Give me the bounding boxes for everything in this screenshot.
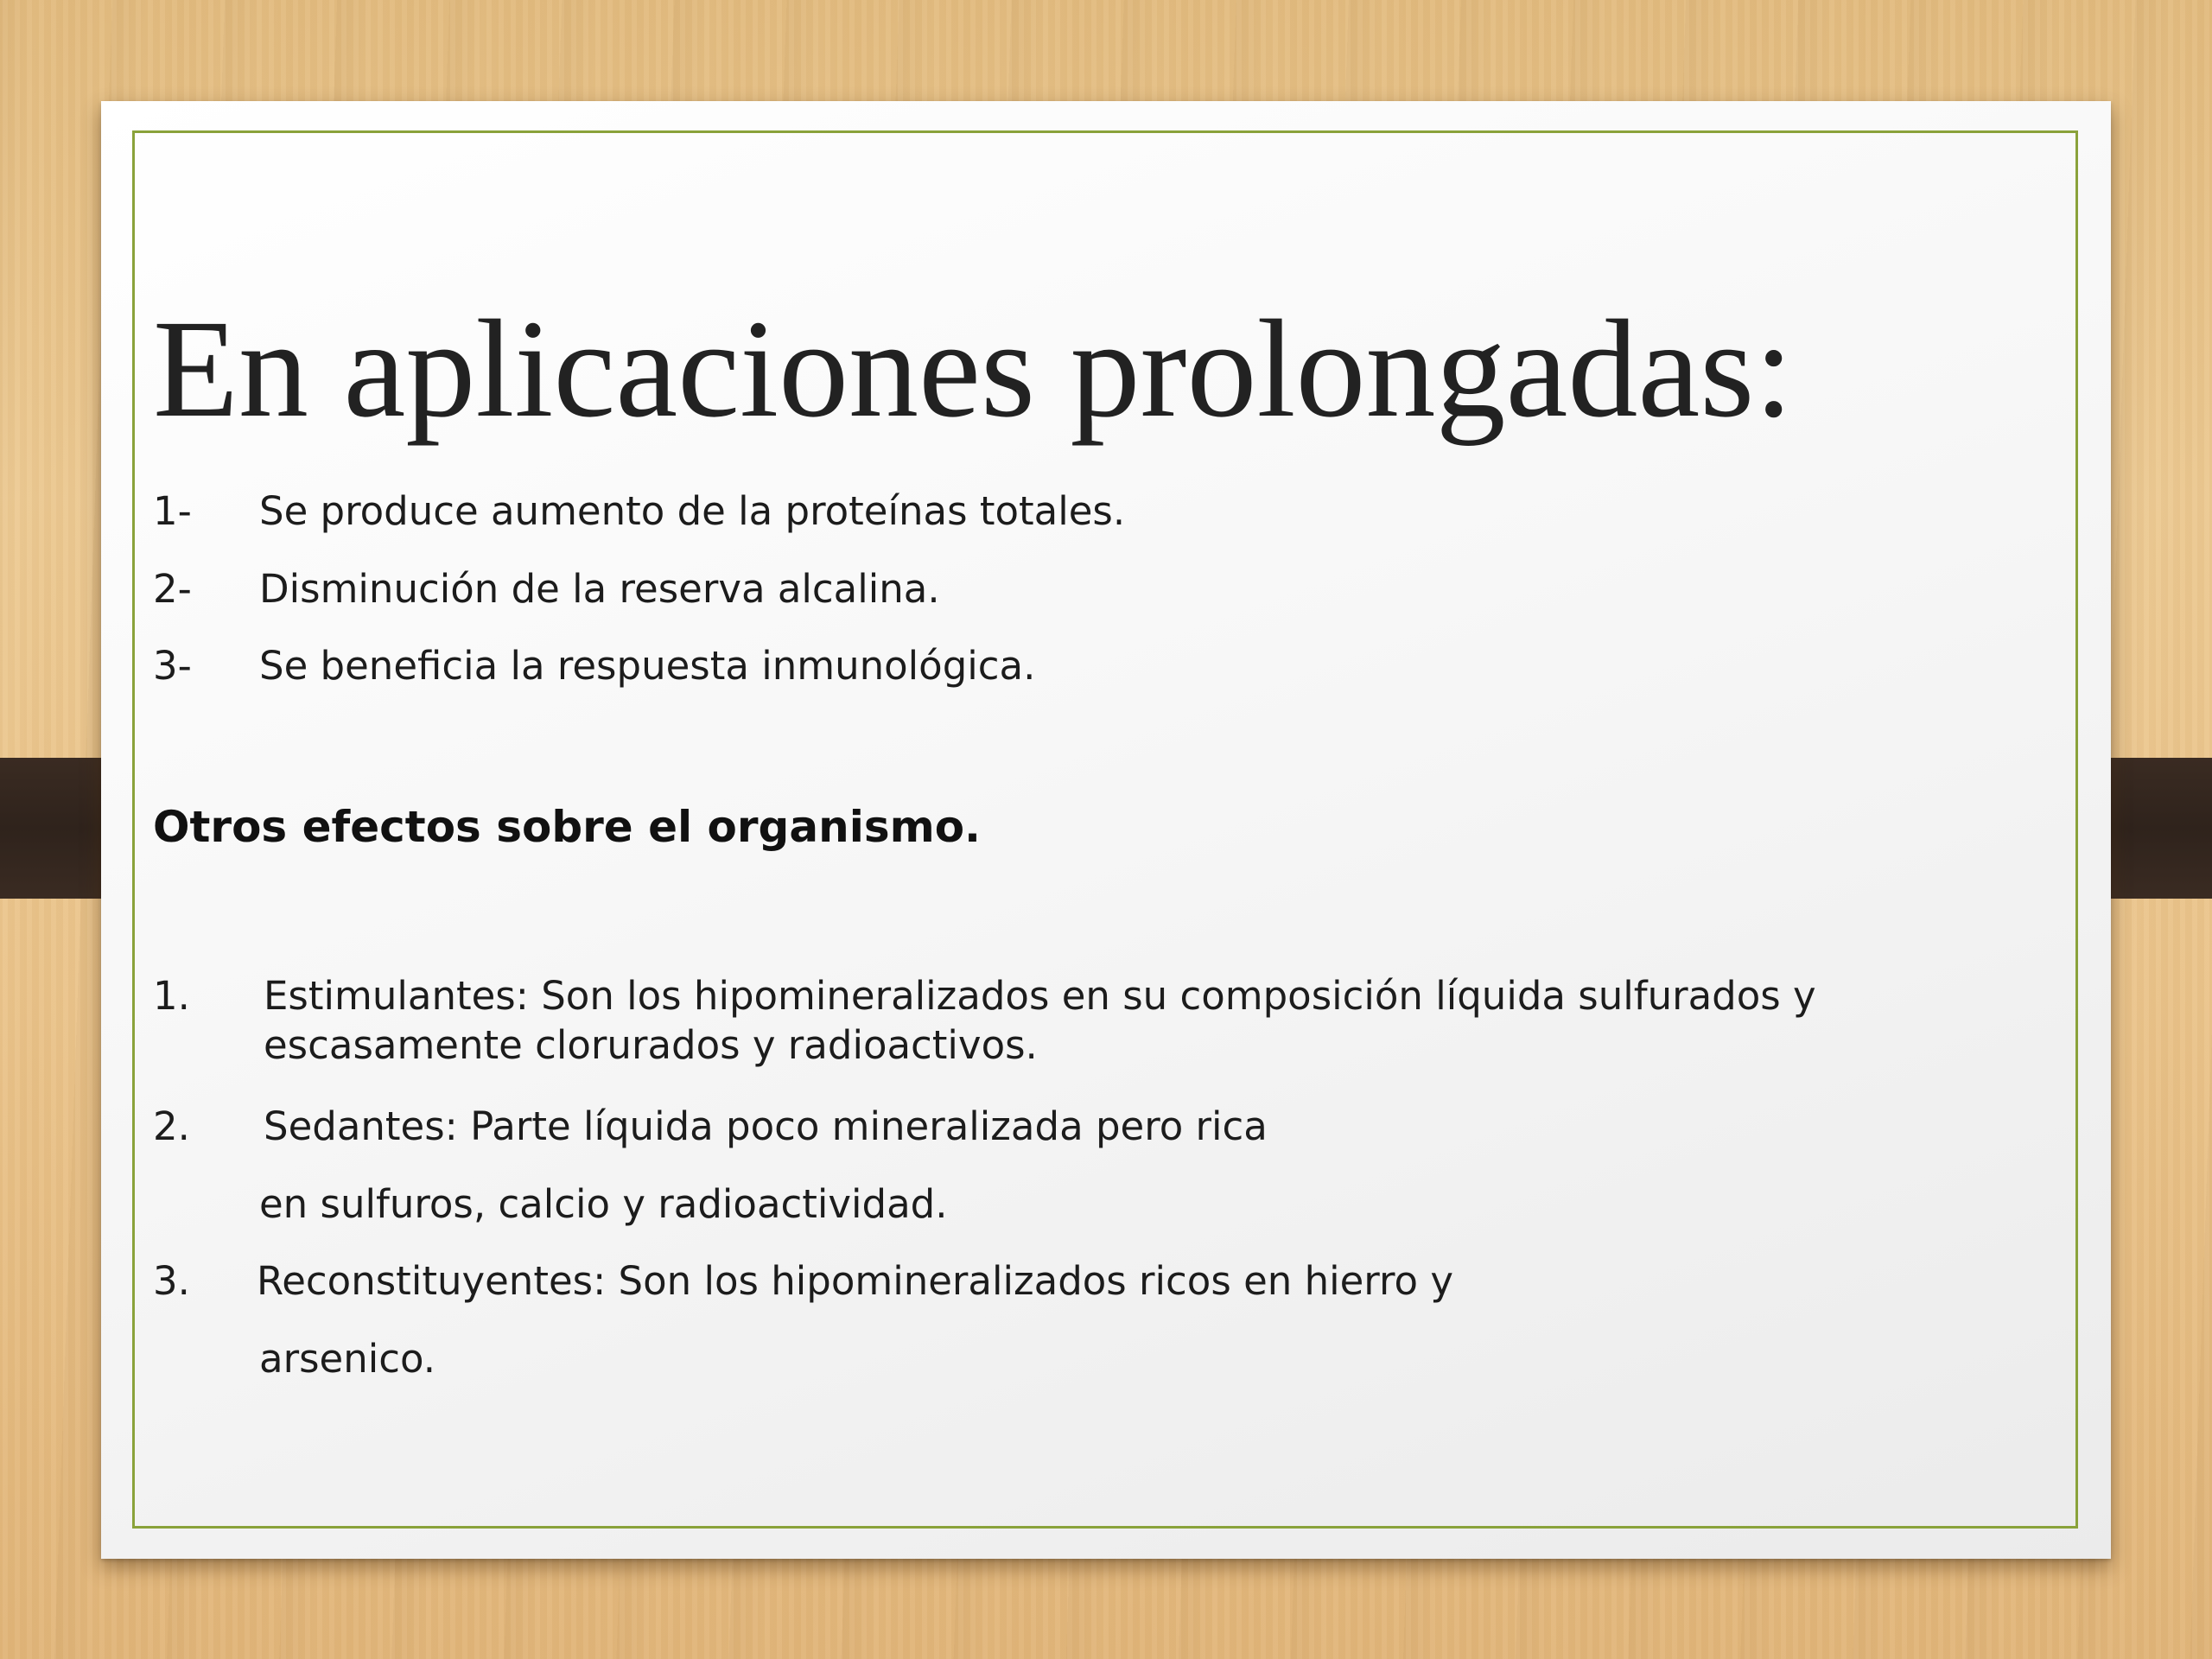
list-b-line: Estimulantes: Son los hipomineralizados en su composición líquida sulfurados y (264, 973, 1816, 1019)
list-a-number: 3- (153, 643, 192, 689)
list-b-line: Reconstituyentes: Son los hipomineralizados ricos en hierro y (257, 1258, 1453, 1304)
list-b-number: 1. (153, 973, 190, 1019)
section-subtitle: Otros efectos sobre el organismo. (153, 802, 982, 852)
list-b-line: escasamente clorurados y radioactivos. (264, 1022, 1038, 1068)
list-a-number: 1- (153, 488, 192, 534)
list-b-line: Sedantes: Parte líquida poco mineralizada pero rica (264, 1103, 1268, 1149)
list-b-number: 3. (153, 1258, 190, 1304)
slide-title: En aplicaciones prolongadas: (153, 292, 1794, 447)
list-b-line: en sulfuros, calcio y radioactividad. (259, 1181, 948, 1227)
list-a-text: Se beneficia la respuesta inmunológica. (259, 643, 1036, 689)
list-b-line: arsenico. (259, 1336, 436, 1382)
slide-card (101, 101, 2111, 1559)
list-a-text: Se produce aumento de la proteínas totales. (259, 488, 1126, 534)
list-a-number: 2- (153, 566, 192, 612)
list-b-number: 2. (153, 1103, 190, 1149)
list-a-text: Disminución de la reserva alcalina. (259, 566, 940, 612)
